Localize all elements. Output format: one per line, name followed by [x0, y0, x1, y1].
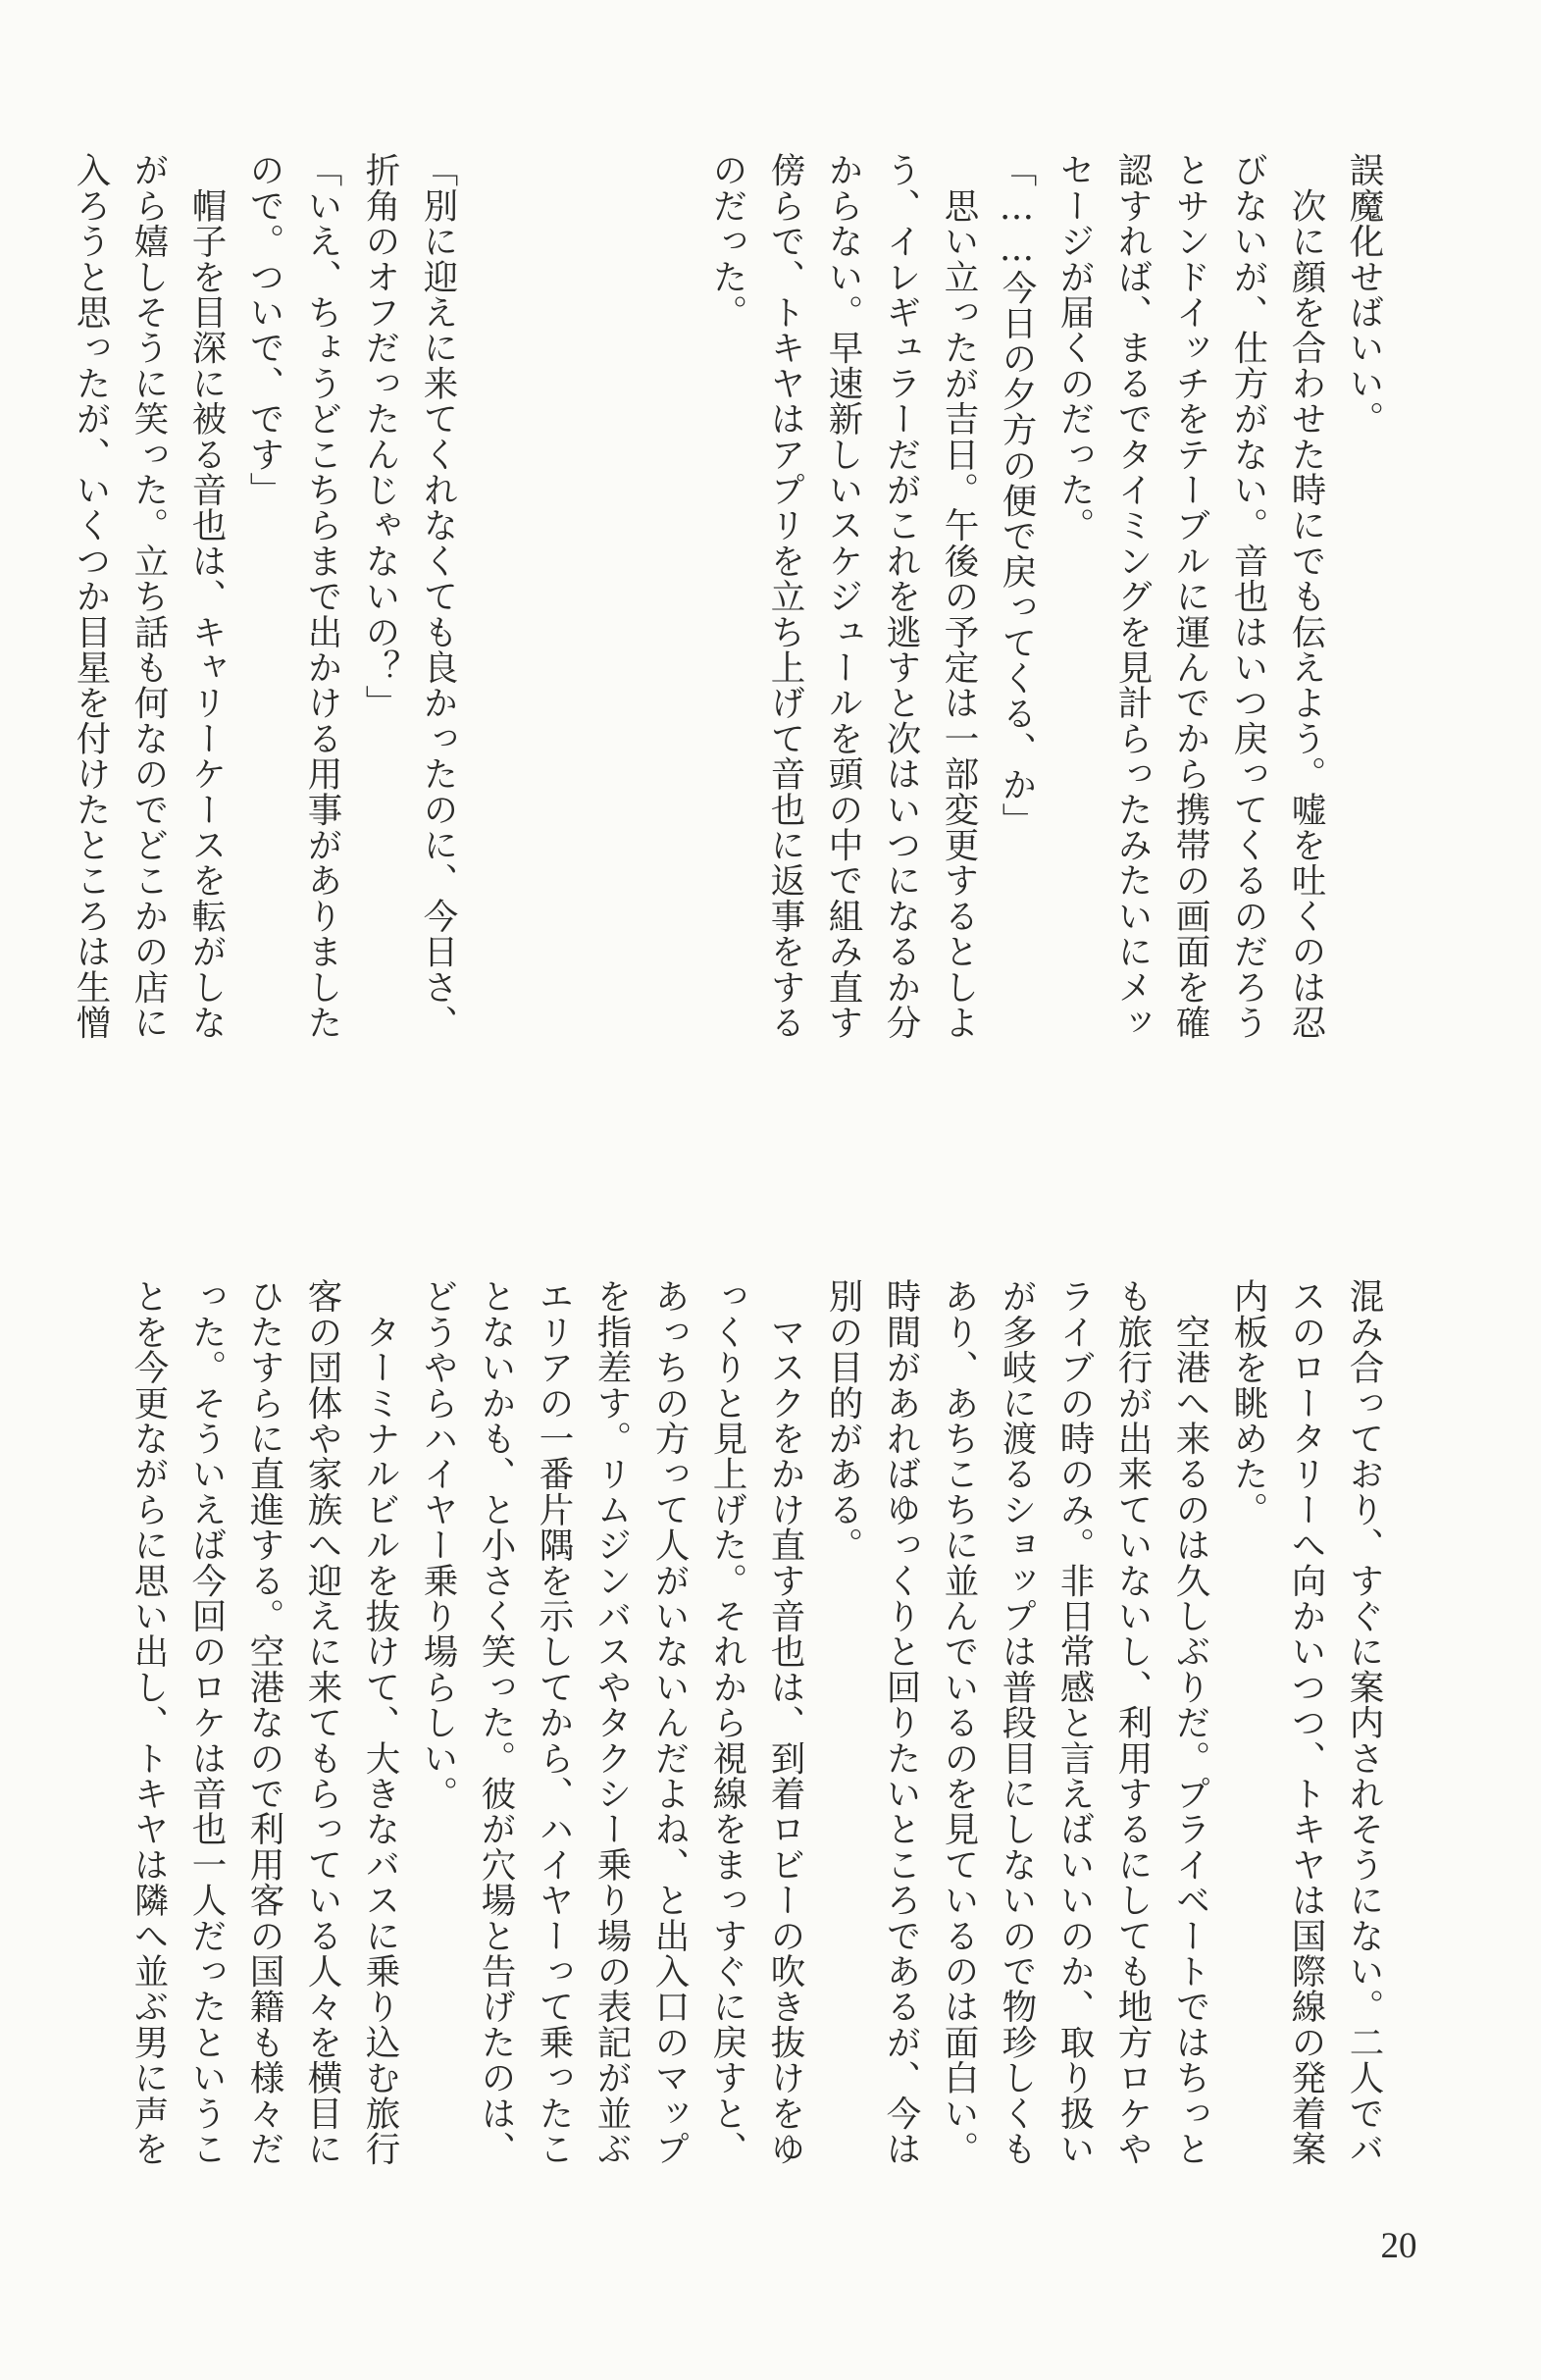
text-line: 別の目的がある。 — [823, 1278, 863, 1563]
text-line: を指差す。リムジンバスやタクシー乗り場の表記が並ぶ — [591, 1278, 632, 2167]
text-line: とサンドイッチをテーブルに運んでから携帯の画面を確 — [1170, 152, 1210, 1040]
text-line: 「別に迎えに来てくれなくても良かったのに、今日さ、 — [418, 152, 458, 1040]
text-line: びないが、仕方がない。音也はいつ戻ってくるのだろう — [1228, 152, 1268, 1040]
text-line: マスクをかけ直す音也は、到着ロビーの吹き抜けをゆ — [765, 1278, 805, 2166]
upper-text-block — [71, 152, 1393, 1133]
text-line: 誤魔化せばいい。 — [1344, 152, 1384, 437]
text-line: からない。早速新しいスケジュールを頭の中で組み直す — [823, 152, 863, 1041]
text-line: 「……今日の夕方の便で戻ってくる、か」 — [997, 152, 1037, 838]
text-line: った。そういえば今回のロケは音也一人だったというこ — [186, 1278, 227, 2166]
text-line: 折角のオフだったんじゃないの？」 — [360, 152, 400, 721]
text-line: 入ろうと思ったが、いくつか目星を付けたところは生憎 — [71, 152, 111, 1040]
text-line: 帽子を目深に被る音也は、キャリーケースを転がしな — [186, 152, 227, 1040]
text-line: ライブの時のみ。非日常感と言えばいいのか、取り扱い — [1054, 1278, 1095, 2166]
text-line: がら嬉しそうに笑った。立ち話も何なのでどこかの店に — [128, 152, 169, 1040]
lower-text-block — [128, 1278, 1393, 2259]
text-line: 傍らで、トキヤはアプリを立ち上げて音也に返事をする — [765, 152, 805, 1040]
text-line: 空港へ来るのは久しぶりだ。プライベートではちっと — [1170, 1278, 1210, 2166]
text-line: 認すれば、まるでタイミングを見計らったみたいにメッ — [1112, 152, 1153, 1040]
text-line: 混み合っており、すぐに案内されそうにない。二人でバ — [1344, 1278, 1384, 2166]
text-line: も旅行が出来ていないし、利用するにしても地方ロケや — [1112, 1278, 1153, 2166]
text-line: セージが届くのだった。 — [1054, 152, 1095, 543]
text-line: あり、あちこちに並んでいるのを見ているのは面白い。 — [939, 1278, 979, 2166]
text-line: う、イレギュラーだがこれを逃すと次はいつになるか分 — [881, 152, 921, 1040]
text-line: ターミナルビルを抜けて、大きなバスに乗り込む旅行 — [360, 1278, 400, 2166]
text-line — [583, 152, 641, 1133]
text-line: どうやらハイヤー乗り場らしい。 — [418, 1278, 458, 1811]
text-line: のだった。 — [707, 152, 747, 330]
text-line: 「いえ、ちょうどこちらまで出かける用事がありました — [302, 152, 342, 1040]
text-line: 思い立ったが吉日。午後の予定は一部変更するとしよ — [939, 152, 979, 1040]
text-line: とを今更ながらに思い出し、トキヤは隣へ並ぶ男に声を — [128, 1278, 169, 2167]
text-line: っくりと見上げた。それから視線をまっすぐに戻すと、 — [707, 1278, 747, 2166]
page-number: 20 — [1380, 2226, 1417, 2266]
text-line: スのロータリーへ向かいつつ、トキヤは国際線の発着案 — [1286, 1278, 1326, 2166]
text-line: エリアの一番片隅を示してから、ハイヤーって乗ったこ — [534, 1278, 574, 2166]
text-line — [525, 152, 583, 1133]
text-line: 時間があればゆっくりと回りたいところであるが、今は — [881, 1278, 921, 2166]
text-line — [641, 152, 698, 1133]
text-line: とないかも、と小さく笑った。彼が穴場と告げたのは、 — [476, 1278, 516, 2166]
text-line: 内板を眺めた。 — [1228, 1278, 1268, 1527]
text-line — [467, 152, 525, 1133]
text-line: が多岐に渡るショップは普段目にしないので物珍しくも — [997, 1278, 1037, 2166]
text-line: あっちの方って人がいないんだよね、と出入口のマップ — [649, 1278, 690, 2166]
text-line: ので。ついで、です」 — [244, 152, 284, 507]
text-line: ひたすらに直進する。空港なので利用客の国籍も様々だ — [244, 1278, 284, 2166]
text-line: 客の団体や家族へ迎えに来てもらっている人々を横目に — [302, 1278, 342, 2166]
text-line: 次に顔を合わせた時にでも伝えよう。嘘を吐くのは忍 — [1286, 152, 1326, 1040]
